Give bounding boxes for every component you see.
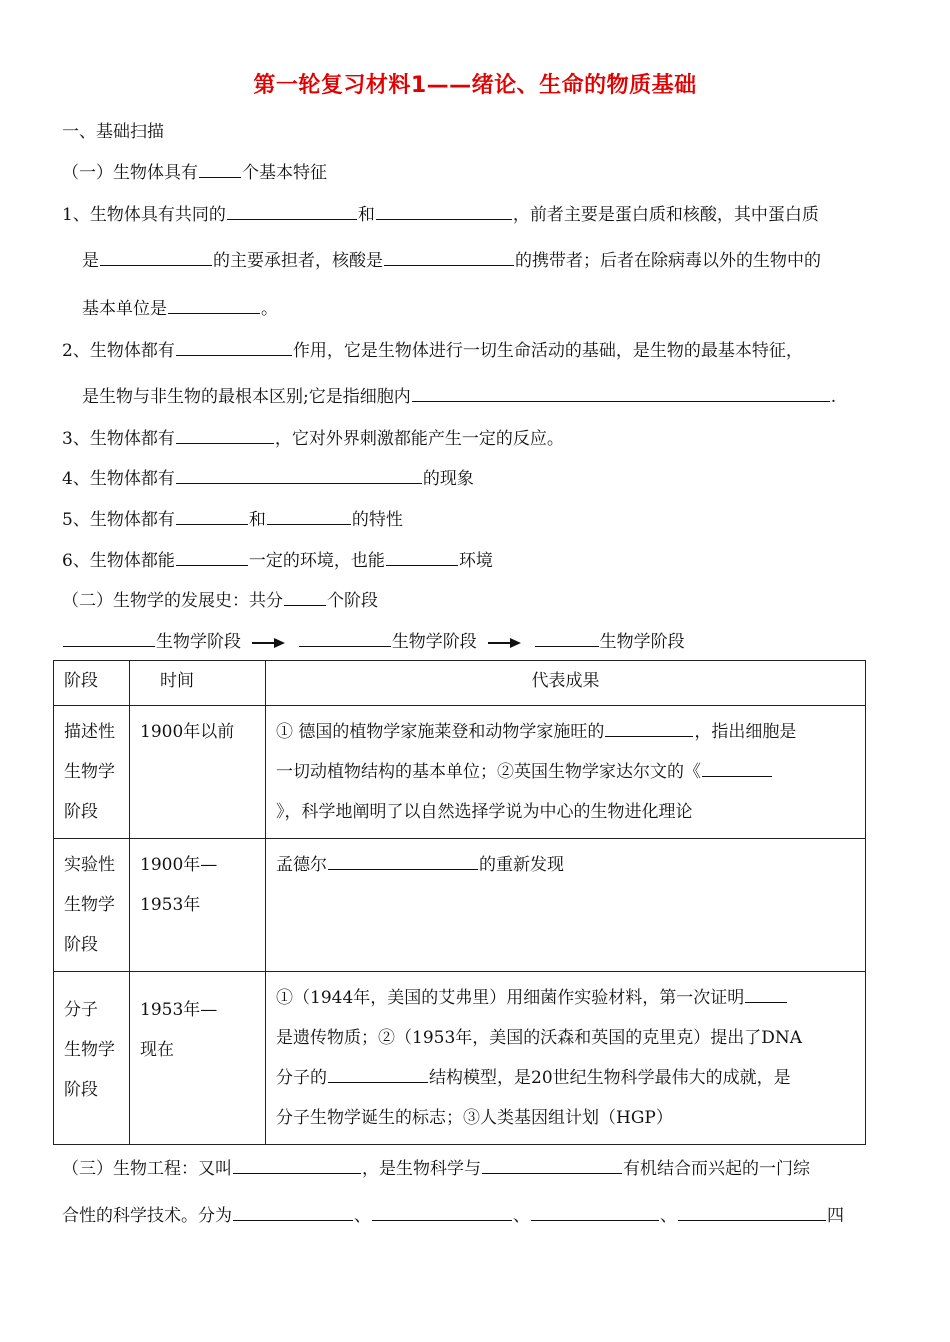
- result-cell: ① 德国的植物学家施莱登和动物学家施旺的 ，指出细胞是 一切动植物结构的基本单位；②英国生物学家达尔文的《 》，科学地阐明了以自然选择学说为中心的生物进化理论: [266, 706, 866, 839]
- item5: 5、生物体都有 和 的特性: [62, 507, 403, 532]
- blank-field[interactable]: [376, 202, 512, 220]
- header-time: 时间: [130, 661, 266, 706]
- blank-field[interactable]: [384, 248, 514, 266]
- blank-field[interactable]: [176, 548, 248, 566]
- blank-field[interactable]: [745, 985, 787, 1003]
- blank-field[interactable]: [328, 1065, 428, 1083]
- table-row: [54, 839, 866, 972]
- item4: 4、生物体都有 的现象: [62, 466, 474, 491]
- blank-field[interactable]: [63, 629, 155, 647]
- result-cell: ①（1944年，美国的艾弗里）用细菌作实验材料，第一次证明 是遗传物质；②（1953年，美国的沃森和英国的克里克）提出了DNA 分子的 结构模型，是20世纪生物科学最伟大的成就，是 分子生物学诞生的标志；③人类基因组计划（HGP）: [266, 972, 866, 1145]
- blank-field[interactable]: [535, 629, 599, 647]
- item3: 3、生物体都有 ，它对外界刺激都能产生一定的反应。: [62, 426, 564, 451]
- table-header-row: [54, 661, 866, 706]
- item1-line2: 是 的主要承担者，核酸是 的携带者；后者在除病毒以外的生物中的: [82, 248, 821, 273]
- blank-field[interactable]: [176, 466, 422, 484]
- history-table: [53, 660, 866, 1145]
- blank-field[interactable]: [176, 338, 292, 356]
- result-cell: 孟德尔 的重新发现: [266, 839, 866, 972]
- blank-field[interactable]: [199, 160, 241, 178]
- part3-line2: 合性的科学技术。分为 、 、 、 四: [62, 1203, 844, 1228]
- blank-field[interactable]: [284, 588, 326, 606]
- blank-field[interactable]: [233, 1203, 353, 1221]
- blank-field[interactable]: [328, 852, 478, 870]
- item1-line3: 基本单位是 。: [82, 296, 278, 321]
- time-cell: 1900年以前: [130, 706, 266, 839]
- item2-line1: 2、生物体都有 作用，它是生物体进行一切生命活动的基础，是生物的最基本特征，: [62, 338, 803, 363]
- blank-field[interactable]: [412, 384, 830, 402]
- time-cell: 1953年— 现在: [130, 972, 266, 1145]
- header-result: 代表成果: [266, 661, 866, 706]
- blank-field[interactable]: [233, 1156, 361, 1174]
- arrow-right-icon: [252, 637, 286, 649]
- blank-field[interactable]: [482, 1156, 622, 1174]
- blank-field[interactable]: [702, 759, 772, 777]
- stage-cell: 描述性 生物学 阶段: [54, 706, 130, 839]
- document-title: 第一轮复习材料1——绪论、生命的物质基础: [253, 73, 697, 98]
- blank-field[interactable]: [176, 507, 248, 525]
- arrow-right-icon: [488, 637, 522, 649]
- table-row: [54, 706, 866, 839]
- section-heading: 一、基础扫描: [62, 122, 164, 142]
- blank-field[interactable]: [176, 426, 274, 444]
- blank-field[interactable]: [605, 719, 693, 737]
- blank-field[interactable]: [168, 296, 260, 314]
- blank-field[interactable]: [227, 202, 357, 220]
- header-stage: 阶段: [54, 661, 130, 706]
- item2-line2: 是生物与非生物的最根本区别;它是指细胞内 .: [82, 384, 836, 409]
- blank-field[interactable]: [372, 1203, 512, 1221]
- item1-line1: 1、生物体具有共同的 和 ，前者主要是蛋白质和核酸，其中蛋白质: [62, 202, 819, 227]
- blank-field[interactable]: [100, 248, 212, 266]
- stage-cell: 实验性 生物学 阶段: [54, 839, 130, 972]
- blank-field[interactable]: [531, 1203, 659, 1221]
- stage-cell: 分子 生物学 阶段: [54, 972, 130, 1145]
- table-row: [54, 972, 866, 1145]
- part1-heading: （一）生物体具有 个基本特征: [62, 160, 327, 185]
- part3-line1: （三）生物工程：又叫 ，是生物科学与 有机结合而兴起的一门综: [62, 1156, 810, 1181]
- blank-field[interactable]: [386, 548, 458, 566]
- part2-heading: （二）生物学的发展史：共分 个阶段: [62, 588, 378, 613]
- time-cell: 1900年— 1953年: [130, 839, 266, 972]
- blank-field[interactable]: [678, 1203, 826, 1221]
- stages-flow: 生物学阶段 生物学阶段 生物学阶段: [62, 629, 685, 654]
- blank-field[interactable]: [299, 629, 391, 647]
- item6: 6、生物体都能 一定的环境，也能 环境: [62, 548, 493, 573]
- blank-field[interactable]: [267, 507, 351, 525]
